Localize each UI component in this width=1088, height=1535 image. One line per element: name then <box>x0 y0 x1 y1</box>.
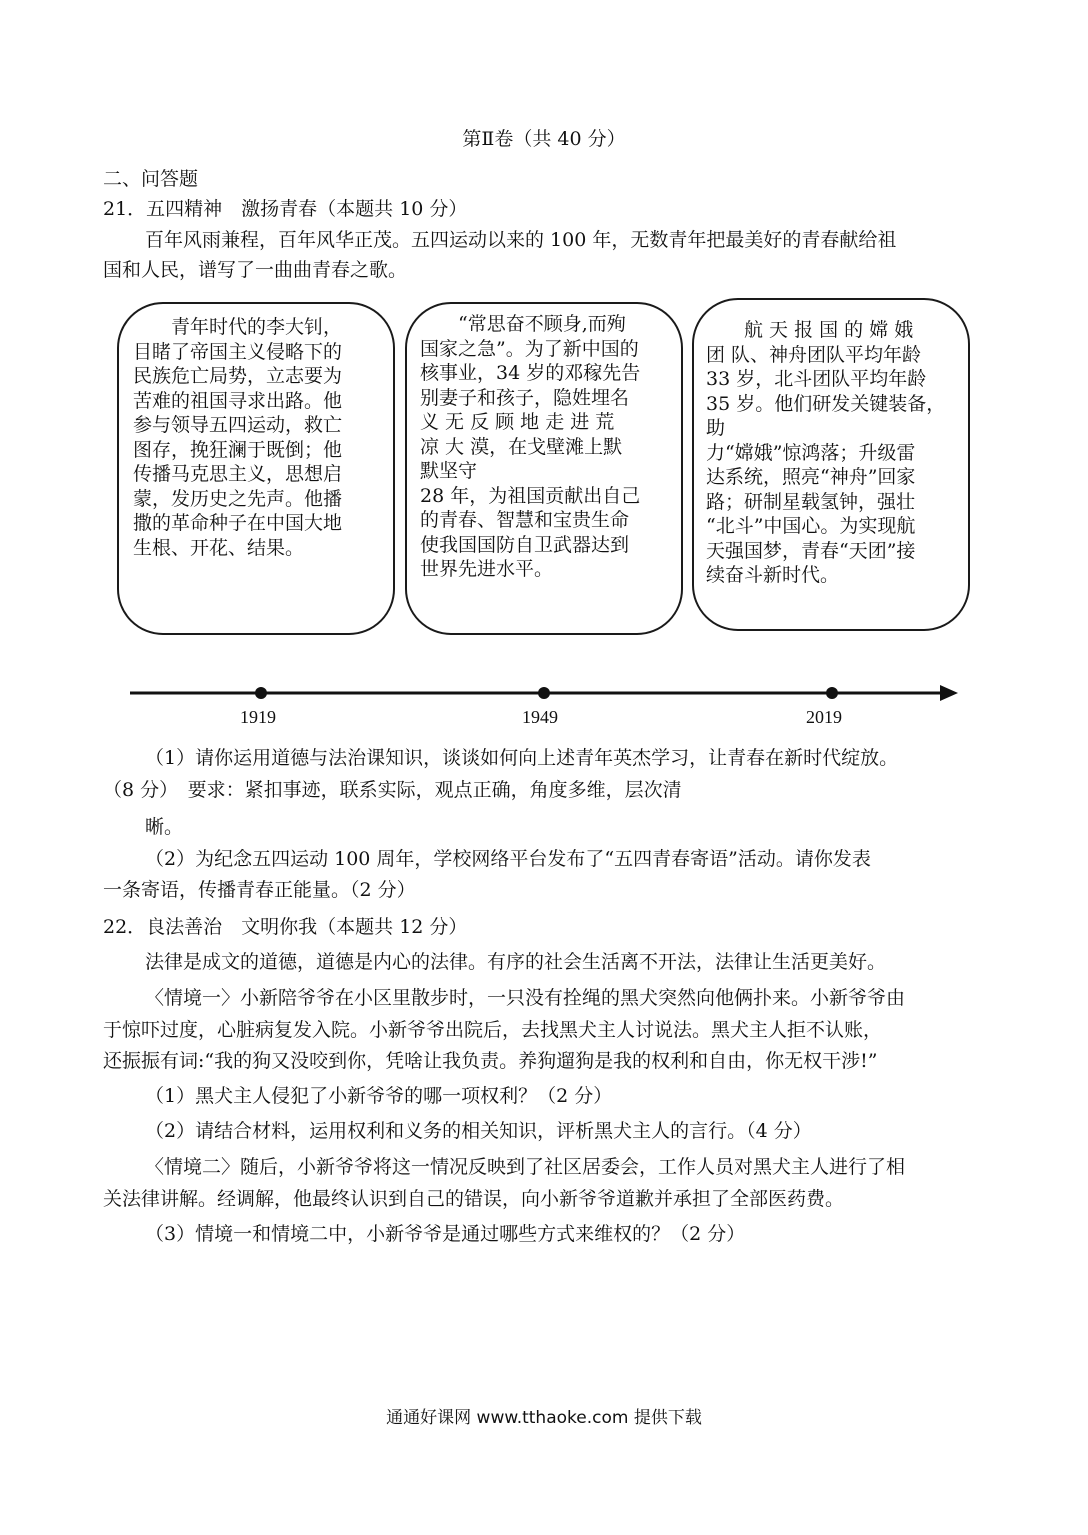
section-title: 第Ⅱ卷（共 40 分） <box>462 128 626 150</box>
q22-intro: 法律是成文的道德，道德是内心的法律。有序的社会生活离不开法，法律让生活更美好。 <box>145 951 887 973</box>
q22-scene2-line1: 〈情境二〉随后，小新爷爷将这一情况反映到了社区居委会，工作人员对黑犬主人进行了相 <box>145 1156 906 1178</box>
timeline-year-1949: 1949 <box>522 707 558 727</box>
q21-title: 21．五四精神 激扬青春（本题共 10 分） <box>103 198 468 220</box>
story-box-li-dazhao-text: 青年时代的李大钊， 目睹了帝国主义侵略下的 民族危亡局势，立志要为 苦难的祖国寻求出路。他 参与领导五四运动，救亡 图存，挽狂澜于既倒；他 传播马克思主义，思想启 蒙，发历史之先声。他播 撒的革命种子在中国大地 生根、开花、结果。 <box>133 316 343 559</box>
q21-intro-line1: 百年风雨兼程，百年风华正茂。五四运动以来的 100 年，无数青年把最美好的青春献给祖 <box>145 229 897 251</box>
q22-scene1-line1: 〈情境一〉小新陪爷爷在小区里散步时，一只没有拴绳的黑犬突然向他俩扑来。小新爷爷由 <box>145 987 906 1009</box>
timeline <box>0 0 1088 760</box>
timeline-year-2019: 2019 <box>806 707 842 727</box>
footer-download-note: 通通好课网 www.tthaoke.com 提供下载 <box>386 1408 702 1428</box>
timeline-year-1919: 1919 <box>240 707 276 727</box>
timeline-dot-1919 <box>255 687 267 699</box>
q21-sub1-line2: （8 分） 要求：紧扣事迹，联系实际，观点正确，角度多维，层次清 <box>103 779 682 801</box>
story-box-space-teams-text: 航 天 报 国 的 嫦 娥 团 队、神舟团队平均年龄 33 岁，北斗团队平均年龄 35 岁。他们研发关键装备， 助 力“嫦娥”惊鸿落；升级雷 达系统，照亮“神舟”回家 路；研制星载氢钟，强壮 “北斗”中国心。为实现航 天强国梦，青春“天团”接 续奋斗新时代。 <box>706 319 946 586</box>
q21-sub2-line2: 一条寄语，传播青春正能量。（2 分） <box>103 879 416 901</box>
q22-scene1-line3: 还振振有词:“我的狗又没咬到你，凭啥让我负责。养狗遛狗是我的权利和自由，你无权干涉!” <box>103 1050 878 1072</box>
q21-intro-line2: 国和人民，谱写了一曲曲青春之歌。 <box>103 259 408 281</box>
q22-sub2: （2）请结合材料，运用权利和义务的相关知识，评析黑犬主人的言行。（4 分） <box>145 1120 812 1142</box>
story-box-deng-jiaxian-text: “常思奋不顾身,而殉 国家之急”。为了新中国的 核事业，34 岁的邓稼先告 别妻子和孩子，隐姓埋名 义 无 反 顾 地 走 进 荒 凉 大 漠，在戈壁滩上默 默坚守 28 年，为祖国贡献出自己 的青春、智慧和宝贵生命 使我国国防自卫武器达到 世界先进水平。 <box>420 313 641 580</box>
q21-sub1-line1: （1）请你运用道德与法治课知识，谈谈如何向上述青年英杰学习，让青春在新时代绽放。 <box>145 747 899 769</box>
timeline-arrowhead <box>940 685 958 701</box>
q22-sub1: （1）黑犬主人侵犯了小新爷爷的哪一项权利？（2 分） <box>145 1085 613 1107</box>
q21-sub1-line3: 晰。 <box>145 816 184 838</box>
timeline-dot-2019 <box>826 687 838 699</box>
q22-sub3: （3）情境一和情境二中，小新爷爷是通过哪些方式来维权的？（2 分） <box>145 1223 746 1245</box>
q22-scene2-line2: 关法律讲解。经调解，他最终认识到自己的错误，向小新爷爷道歉并承担了全部医药费。 <box>103 1188 845 1210</box>
part-heading: 二、问答题 <box>103 168 199 190</box>
timeline-dot-1949 <box>538 687 550 699</box>
q22-title: 22．良法善治 文明你我（本题共 12 分） <box>103 916 468 938</box>
q22-scene1-line2: 于惊吓过度，心脏病复发入院。小新爷爷出院后，去找黑犬主人讨说法。黑犬主人拒不认账， <box>103 1019 883 1041</box>
q21-sub2-line1: （2）为纪念五四运动 100 周年，学校网络平台发布了“五四青春寄语”活动。请你发表 <box>145 848 871 870</box>
